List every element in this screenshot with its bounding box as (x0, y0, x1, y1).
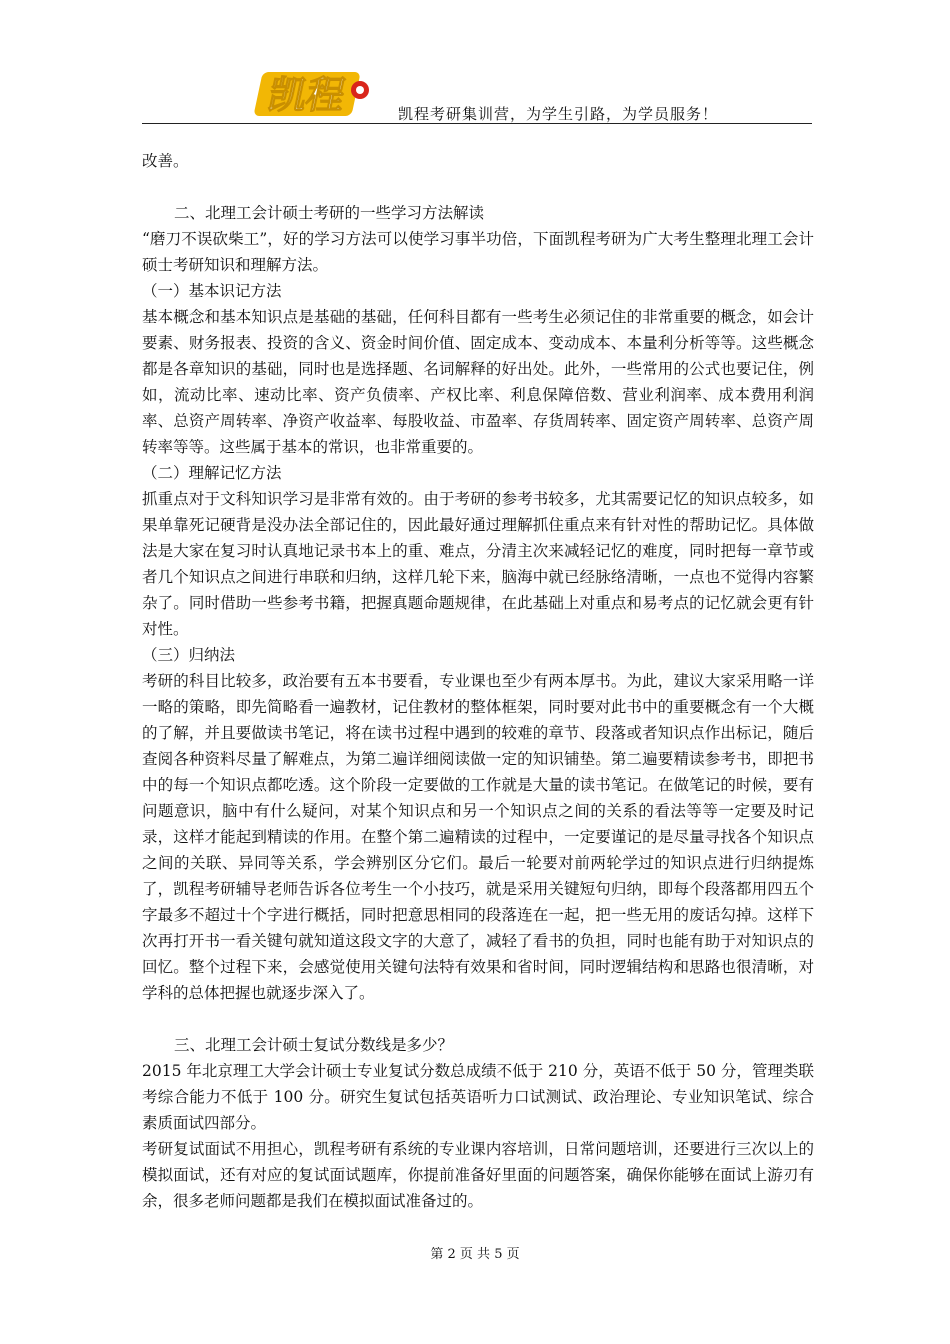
page-footer (0, 1243, 950, 1262)
paragraph-continuation: 改善。 (142, 152, 189, 170)
subheading-3: （三）归纳法 (142, 646, 236, 664)
subheading-2: （二）理解记忆方法 (142, 464, 282, 482)
subheading-1: （一）基本识记方法 (142, 282, 282, 300)
paragraph-understanding: 抓重点对于文科知识学习是非常有效的。由于考研的参考书较多，尤其需要记忆的知识点较多，如果单靠死记硬背是没办法全部记住的，因此最好通过理解抓住重点来有针对性的帮助记忆。具体做法是大家在复习时认真地记录书本上的重、难点，分清主次来减轻记忆的难度，同时把每一章节或者几个知识点之间进行串联和归纳，这样几轮下来，脑海中就已经脉络清晰，一点也不觉得内容繁杂了。同时借助一些参考书籍，把握真题命题规律，在此基础上对重点和易考点的记忆就会更有针对性。 (142, 490, 814, 638)
header-tagline: 凯程考研集训营，为学生引路，为学员服务！ (398, 105, 719, 123)
paragraph-score-line: 2015 年北京理工大学会计硕士专业复试分数总成绩不低于 210 分，英语不低于 50 分，管理类联考综合能力不低于 100 分。研究生复试包括英语听力口试测试、政治理论、专业知识笔试、综合素质面试四部分。 (142, 1062, 814, 1132)
kaicheng-logo (252, 66, 378, 122)
section-heading-3: 三、北理工会计硕士复试分数线是多少？ (174, 1036, 454, 1054)
page-header (142, 66, 812, 124)
document-body (142, 148, 814, 1214)
logo-lettering: 凯程 (263, 73, 350, 118)
blank-line (142, 1006, 814, 1032)
paragraph-basic-memory: 基本概念和基本知识点是基础的基础，任何科目都有一些考生必须记住的非常重要的概念，如会计要素、财务报表、投资的含义、资金时间价值、固定成本、变动成本、本量利分析等等。这些概念都是各章知识的基础，同时也是选择题、名词解释的好出处。此外，一些常用的公式也要记住，例如，流动比率、速动比率、资产负债率、产权比率、利息保障倍数、营业利润率、成本费用利润率、总资产周转率、净资产收益率、每股收益、市盈率、存货周转率、固定资产周转率、总资产周转率等等。这些属于基本的常识，也非常重要的。 (142, 308, 814, 456)
section-heading-2: 二、北理工会计硕士考研的一些学习方法解读 (174, 204, 485, 222)
header-divider (142, 123, 812, 124)
page-number: 第 2 页 共 5 页 (430, 1247, 520, 1262)
paragraph-induction: 考研的科目比较多，政治要有五本书要看，专业课也至少有两本厚书。为此，建议大家采用略一详一略的策略，即先简略看一遍教材，记住教材的整体框架，同时要对此书中的重要概念有一个大概的了解，并且要做读书笔记，将在读书过程中遇到的较难的章节、段落或者知识点作出标记，随后查阅各种资料尽量了解难点，为第二遍详细阅读做一定的知识铺垫。第二遍要精读参考书，即把书中的每一个知识点都吃透。这个阶段一定要做的工作就是大量的读书笔记。在做笔记的时候，要有问题意识，脑中有什么疑问，对某个知识点和另一个知识点之间的关系的看法等等一定要及时记录，这样才能起到精读的作用。在整个第二遍精读的过程中，一定要谨记的是尽量寻找各个知识点之间的关联、异同等关系，学会辨别区分它们。最后一轮要对前两轮学过的知识点进行归纳提炼了，凯程考研辅导老师告诉各位考生一个小技巧，就是采用关键短句归纳，即每个段落都用四五个字最多不超过十个字进行概括，同时把意思相同的段落连在一起，把一些无用的废话勾掉。这样下次再打开书一看关键句就知道这段文字的大意了，减轻了看书的负担，同时也能有助于对知识点的回忆。整个过程下来，会感觉使用关键句法特有效果和省时间，同时逻辑结构和思路也很清晰，对学科的总体把握也就逐步深入了。 (142, 672, 814, 1002)
paragraph-intro: “磨刀不误砍柴工”，好的学习方法可以使学习事半功倍，下面凯程考研为广大考生整理北理工会计硕士考研知识和理解方法。 (142, 230, 814, 274)
blank-line (142, 174, 814, 200)
paragraph-interview: 考研复试面试不用担心，凯程考研有系统的专业课内容培训，日常问题培训，还要进行三次以上的模拟面试，还有对应的复试面试题库，你提前准备好里面的问题答案，确保你能够在面试上游刃有余，很多老师问题都是我们在模拟面试准备过的。 (142, 1140, 814, 1210)
